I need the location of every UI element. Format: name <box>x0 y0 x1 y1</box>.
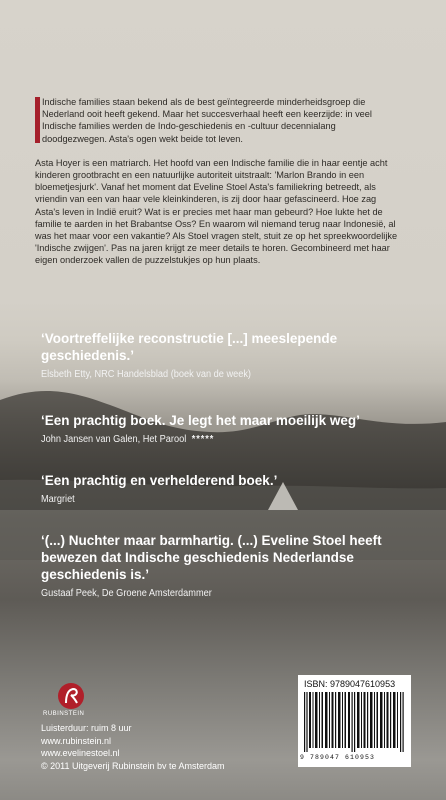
intro-text <box>35 96 400 267</box>
intro-paragraph-2: Asta Hoyer is een matriarch. Het hoofd van een Indische familie die in haar eentje acht kinderen grootbracht en een natuurlijke autoriteit uitstraalt: 'Marlon Brando in een bloemetjesjurk'. Vanaf het moment dat Eveline Stoel Asta's familiekring betreedt, als vriendin van een van haar vele kleinkinderen, is zij door haar gefascineerd. Hoe zag Asta's leven in Indië eruit? Wat is er precies met haar man gebeurd? Hoe lukte het de familie te aarden in het Brabantse Oss? En waarom wil niemand terug naar Indonesië, al was het maar voor een vakantie? Als Stoel vragen stelt, stuit ze op het spreekwoordelijke 'Indische zwijgen'. Pas na jaren krijgt ze meer details te horen. Gecombineerd met haar eigen onderzoek vallen de puzzelstukjes op hun plaats. <box>35 157 398 266</box>
quote-source <box>41 493 75 506</box>
listening-duration: Luisterduur: ruim 8 uur <box>41 723 132 733</box>
review-quote-1 <box>41 330 421 382</box>
quote-source-text: Gustaaf Peek, De Groene Amsterdammer <box>41 588 212 599</box>
accent-bar <box>35 97 40 143</box>
intro-paragraph-1 <box>35 96 400 145</box>
quote-source <box>41 368 251 381</box>
publisher-logo-text: RUBINSTEIN <box>43 711 85 717</box>
publisher-logo-icon <box>58 683 84 709</box>
review-quote-3 <box>41 472 421 507</box>
quote-source-text: John Jansen van Galen, Het Parool <box>41 434 187 445</box>
quote-source-text: Margriet <box>41 494 75 505</box>
quote-source <box>41 433 214 446</box>
barcode-digits: 9 789047 610953 <box>300 754 376 761</box>
quote-text: ‘Voortreffelijke reconstructie [...] meeslepende geschiedenis.’ <box>41 331 338 363</box>
isbn-label: ISBN: 9789047610953 <box>304 679 396 689</box>
intro-paragraph-1-text: Indische families staan bekend als de best geïntegreerde minderheidsgroep die Nederland ooit heeft gekend. Maar het succesverhaal heeft een keerzijde: in veel Indische families werden de Indo-geschiedenis en -cultuur decennialang doodgezwegen. Asta's ogen wekt beide tot leven. <box>42 97 372 144</box>
publisher-logo-mark <box>58 683 84 709</box>
barcode-panel <box>298 675 411 767</box>
quote-text: ‘(...) Nuchter maar barmhartig. (...) Eveline Stoel heeft bewezen dat Indische geschiedenis Nederlandse geschiedenis is.’ <box>41 533 382 582</box>
quote-text: ‘Een prachtig boek. Je legt het maar moeilijk weg’ <box>41 413 360 428</box>
rating-stars: ***** <box>191 434 215 445</box>
publisher-info <box>41 722 225 772</box>
background-photo-landscape <box>0 360 446 560</box>
author-website-link[interactable]: www.evelinestoel.nl <box>41 748 120 758</box>
publisher-website-link[interactable]: www.rubinstein.nl <box>41 735 112 746</box>
copyright-notice: © 2011 Uitgeverij Rubinstein bv te Amsterdam <box>41 760 225 771</box>
barcode-icon <box>304 692 405 752</box>
review-quote-2 <box>41 412 421 447</box>
quote-text: ‘Een prachtig en verhelderend boek.’ <box>41 473 278 488</box>
quote-source <box>41 587 212 600</box>
review-quote-4 <box>41 532 421 601</box>
quote-source-text: Elsbeth Etty, NRC Handelsblad (boek van de week) <box>41 369 252 380</box>
